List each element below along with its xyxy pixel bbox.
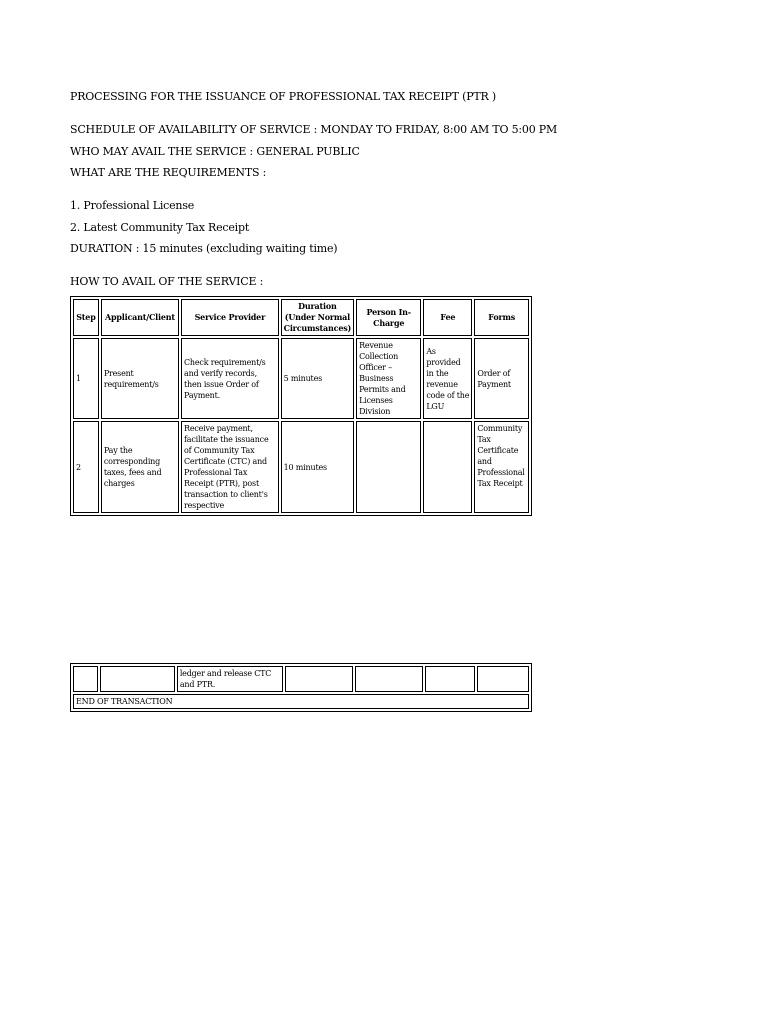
cell-service-provider: Receive payment, facilitate the issuance of Community Tax Certificate (CTC) and Professional Tax Receipt (PTR), post transaction to client's respective <box>181 421 279 513</box>
header-fee: Fee <box>423 299 472 336</box>
table-header-row <box>73 299 529 336</box>
table-row <box>73 338 529 419</box>
cell-fee: As provided in the revenue code of the LGU <box>423 338 472 419</box>
header-person-in-charge: Person In-Charge <box>356 299 421 336</box>
header-applicant: Applicant/Client <box>101 299 179 336</box>
schedule-line: SCHEDULE OF AVAILABILITY OF SERVICE : MONDAY TO FRIDAY, 8:00 AM TO 5:00 PM <box>70 123 558 136</box>
header-service-provider: Service Provider <box>181 299 279 336</box>
requirement-item: 2. Latest Community Tax Receipt <box>70 221 250 234</box>
cell-service-provider: Check requirement/s and verify records, then issue Order of Payment. <box>181 338 279 419</box>
cell-fee <box>423 421 472 513</box>
cell-applicant: Pay the corresponding taxes, fees and charges <box>101 421 179 513</box>
end-of-transaction: END OF TRANSACTION <box>73 694 529 709</box>
document-title: PROCESSING FOR THE ISSUANCE OF PROFESSIONAL TAX RECEIPT (PTR ) <box>70 90 496 103</box>
cell-forms: Order of Payment <box>474 338 529 419</box>
cell-person-in-charge <box>356 421 421 513</box>
header-forms: Forms <box>474 299 529 336</box>
cell-person-in-charge <box>355 666 423 692</box>
table-row <box>73 666 529 692</box>
cell-applicant <box>100 666 175 692</box>
cell-applicant: Present requirement/s <box>101 338 179 419</box>
cell-duration: 5 minutes <box>281 338 354 419</box>
cell-step: 2 <box>73 421 99 513</box>
cell-step: 1 <box>73 338 99 419</box>
header-step: Step <box>73 299 99 336</box>
requirements-title: WHAT ARE THE REQUIREMENTS : <box>70 166 267 179</box>
cell-forms: Community Tax Certificate and Professional Tax Receipt <box>474 421 529 513</box>
end-row <box>73 694 529 709</box>
cell-step <box>73 666 98 692</box>
requirement-item: 1. Professional License <box>70 199 195 212</box>
header-duration: Duration (Under Normal Circumstances) <box>281 299 354 336</box>
duration-line: DURATION : 15 minutes (excluding waiting time) <box>70 242 338 255</box>
cell-service-provider: ledger and release CTC and PTR. <box>177 666 283 692</box>
who-may-avail-line: WHO MAY AVAIL THE SERVICE : GENERAL PUBLIC <box>70 145 360 158</box>
cell-person-in-charge: Revenue Collection Officer – Business Permits and Licenses Division <box>356 338 421 419</box>
cell-fee <box>425 666 474 692</box>
table-row <box>73 421 529 513</box>
procedure-table <box>70 296 532 516</box>
how-to-avail-title: HOW TO AVAIL OF THE SERVICE : <box>70 275 264 288</box>
cell-duration: 10 minutes <box>281 421 354 513</box>
cell-duration <box>285 666 353 692</box>
cell-forms <box>477 666 529 692</box>
procedure-table-continued <box>70 663 532 712</box>
